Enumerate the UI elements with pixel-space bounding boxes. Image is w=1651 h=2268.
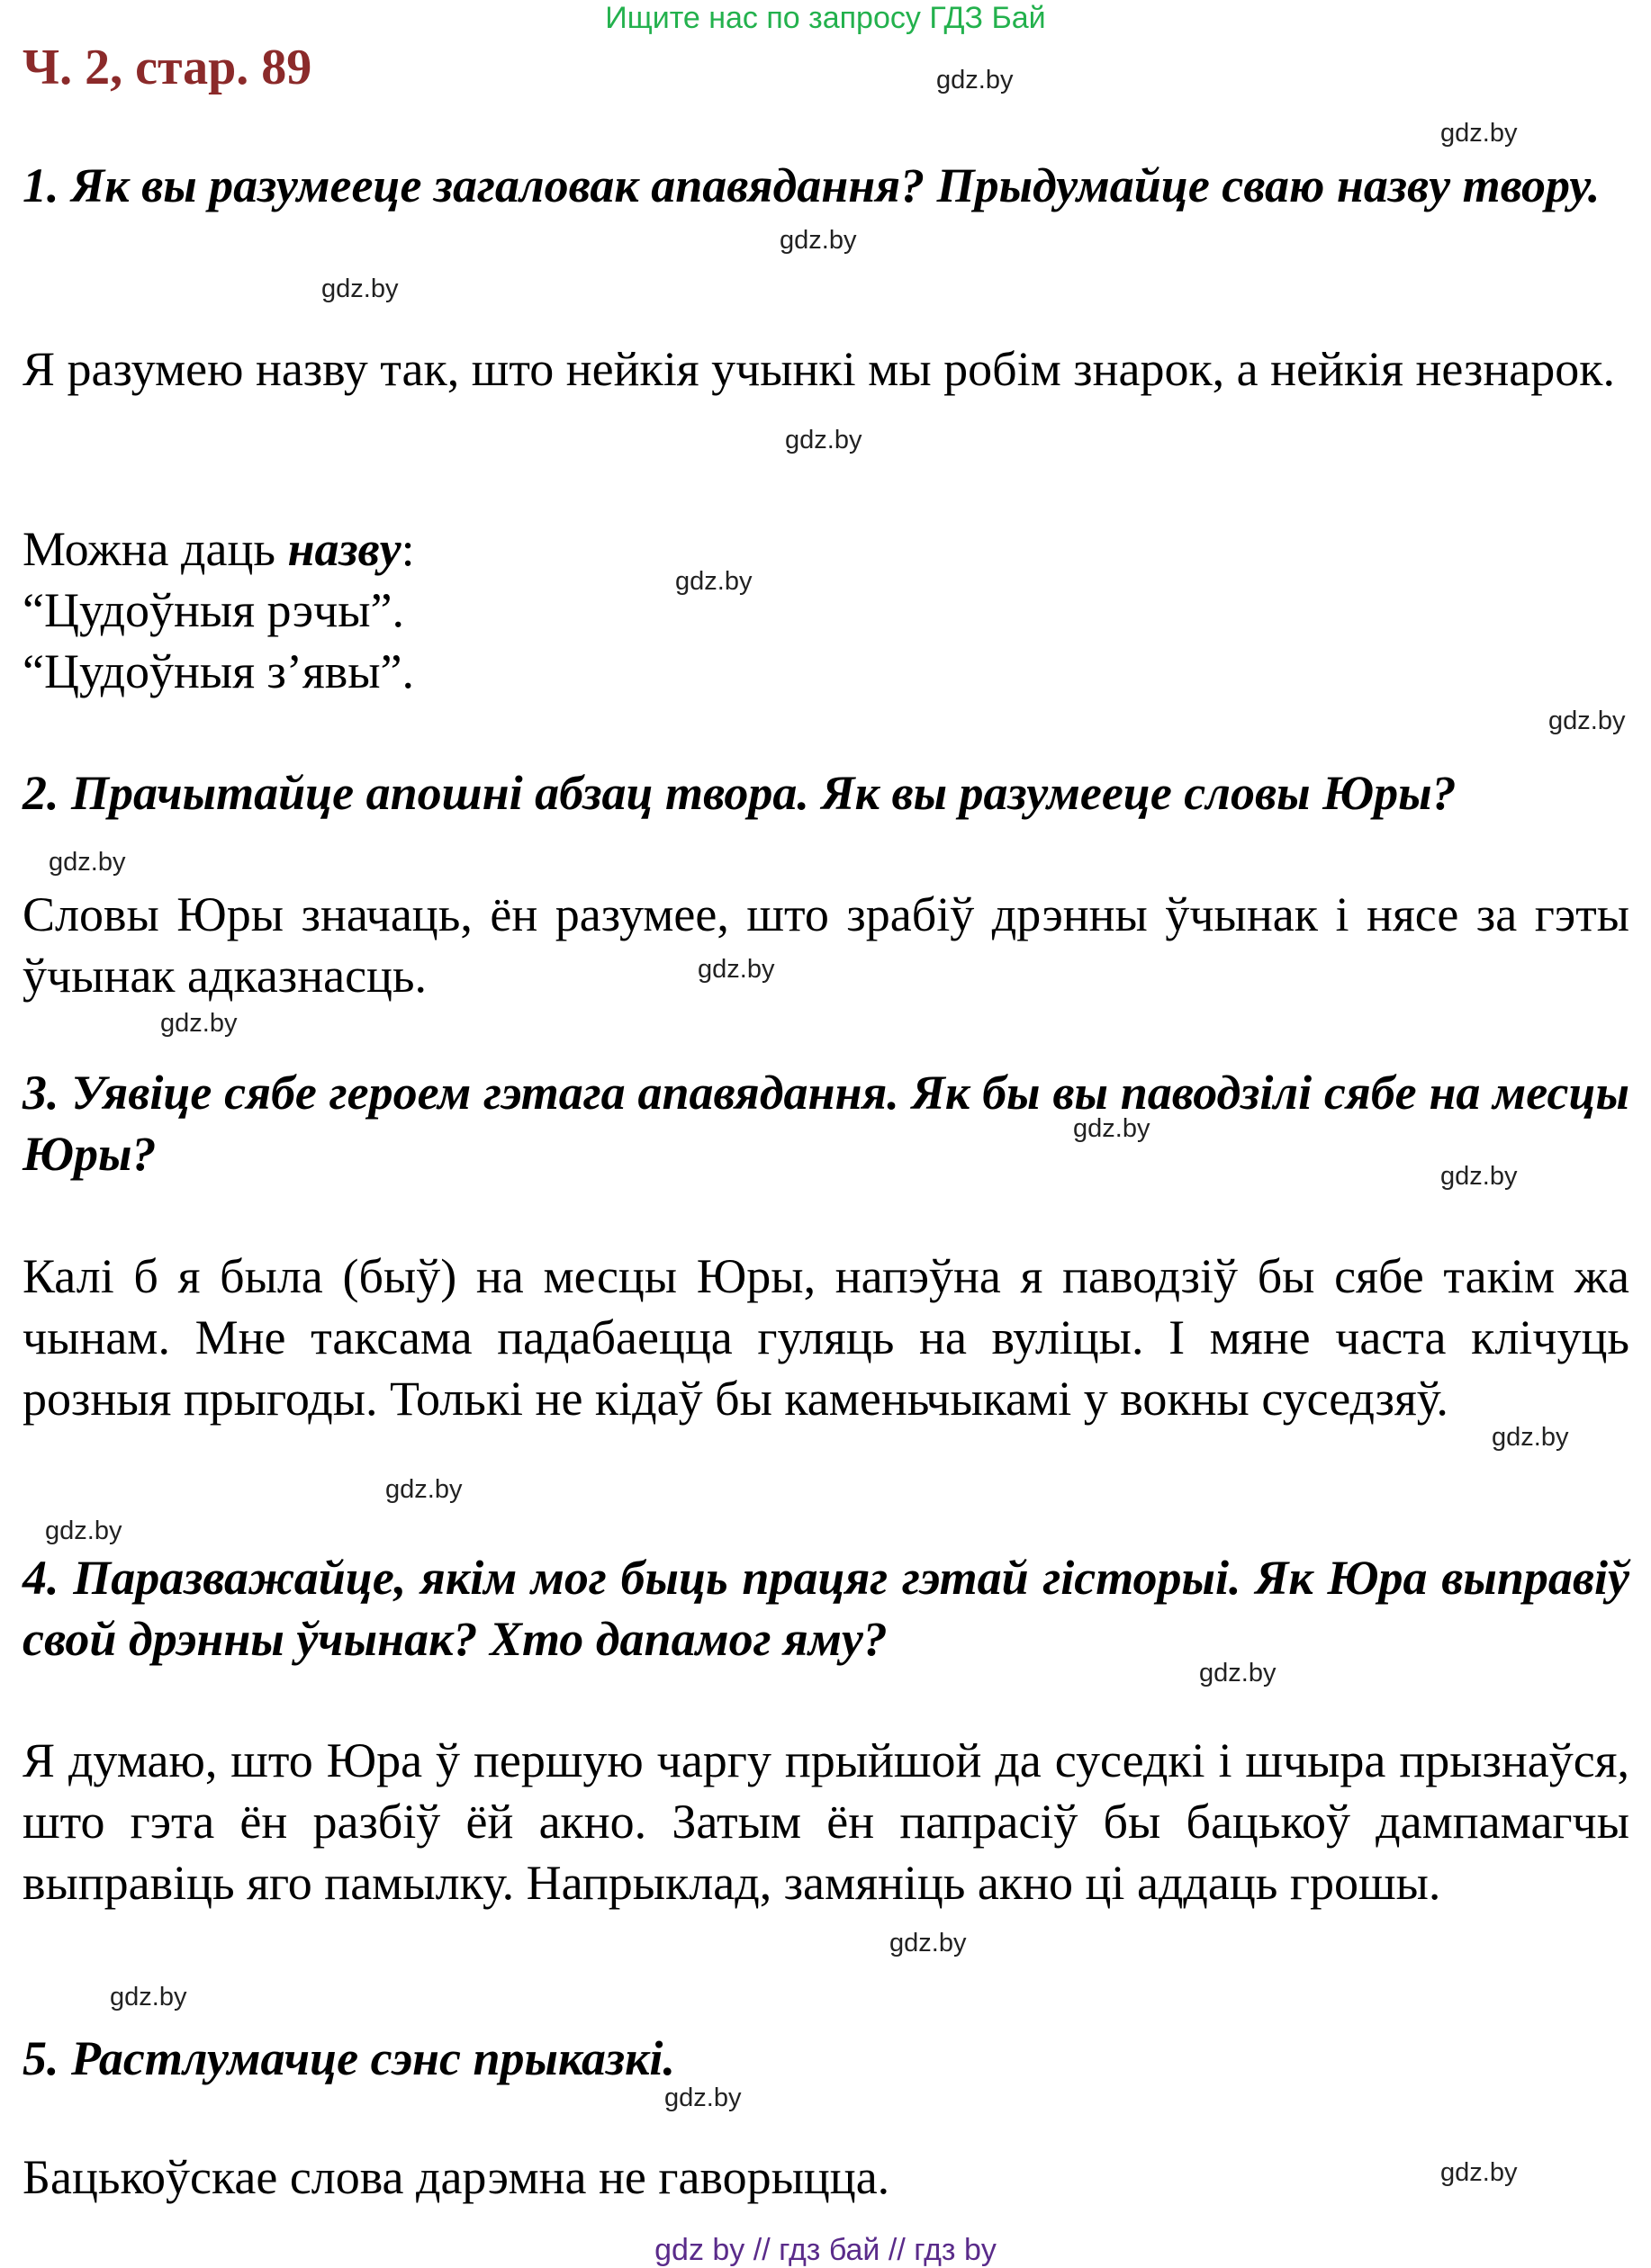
watermark: gdz.by xyxy=(936,66,1014,94)
names-prefix: Можна даць xyxy=(23,522,288,576)
watermark: gdz.by xyxy=(321,274,399,303)
question-5: 5. Растлумачце сэнс прыказкі. xyxy=(23,2031,675,2085)
watermark: gdz.by xyxy=(1440,1162,1518,1191)
watermark: gdz.by xyxy=(45,1516,122,1545)
answer-1: Я разумею назву так, што нейкія учынкі мы робім знарок, а нейкія незнарок. xyxy=(23,342,1615,396)
names-emphasis: назву xyxy=(287,522,401,576)
watermark: gdz.by xyxy=(780,226,857,255)
watermark: gdz.by xyxy=(1492,1423,1569,1452)
question-2: 2. Прачытайце апошні абзац твора. Як вы разумееце словы Юры? xyxy=(23,766,1457,820)
footer: gdz by // гдз бай // гдз by xyxy=(654,2233,997,2267)
watermark: gdz.by xyxy=(1440,119,1518,148)
answer-3: Калі б я была (быў) на месцы Юры, напэўна я паводзіў бы сябе такім жа чынам. Мне таксама падабаецца гуляць на вуліцы. І мяне часта клічуць розныя прыгоды. Толькі не кідаў бы каменьчыкамі у вокны суседзяў. xyxy=(23,1249,1629,1426)
watermark: gdz.by xyxy=(785,426,862,454)
top-banner: Ищите нас по запросу ГДЗ Бай xyxy=(605,1,1046,35)
watermark: gdz.by xyxy=(1199,1659,1277,1688)
question-3: 3. Уявіце сябе героем гэтага апавядання. Як бы вы паводзілі сябе на месцы Юры? xyxy=(23,1066,1629,1181)
watermark: gdz.by xyxy=(889,1929,967,1958)
names-intro xyxy=(23,518,1629,580)
question-4: 4. Паразважайце, якім мог быць працяг гэтай гісторыі. Як Юра выправіў свой дрэнны ўчынак? Хто дапамог яму? xyxy=(23,1551,1629,1666)
watermark: gdz.by xyxy=(675,567,753,596)
name-option-1: “Цудоўныя рэчы”. xyxy=(23,583,404,637)
watermark: gdz.by xyxy=(664,2084,742,2112)
watermark: gdz.by xyxy=(1073,1114,1150,1143)
watermark: gdz.by xyxy=(698,955,775,984)
watermark: gdz.by xyxy=(49,848,126,877)
answer-1-names xyxy=(23,518,1629,702)
watermark: gdz.by xyxy=(385,1475,463,1504)
question-1: 1. Як вы разумееце загаловак апавядання? Прыдумайце сваю назву твору. xyxy=(23,158,1601,212)
name-option-2: “Цудоўныя з’явы”. xyxy=(23,644,414,698)
watermark: gdz.by xyxy=(1548,706,1626,735)
answer-2: Словы Юры значаць, ён разумее, што зрабіў дрэнны ўчынак і нясе за гэты ўчынак адказнасць. xyxy=(23,887,1629,1003)
watermark: gdz.by xyxy=(110,1983,187,2012)
answer-4: Я думаю, што Юра ў першую чаргу прыйшой да суседкі і шчыра прызнаўся, што гэта ён разбіў ёй акно. Затым ён папрасіў бы бацькоў дампамагчы выправіць яго памылку. Напрыклад, замяніць акно ці аддаць грошы. xyxy=(23,1733,1629,1910)
watermark: gdz.by xyxy=(1440,2158,1518,2187)
watermark: gdz.by xyxy=(160,1009,238,1038)
names-suffix: : xyxy=(401,522,415,576)
answer-5: Бацькоўскае слова дарэмна не гаворыцца. xyxy=(23,2150,890,2204)
page-title: Ч. 2, стар. 89 xyxy=(23,40,312,95)
